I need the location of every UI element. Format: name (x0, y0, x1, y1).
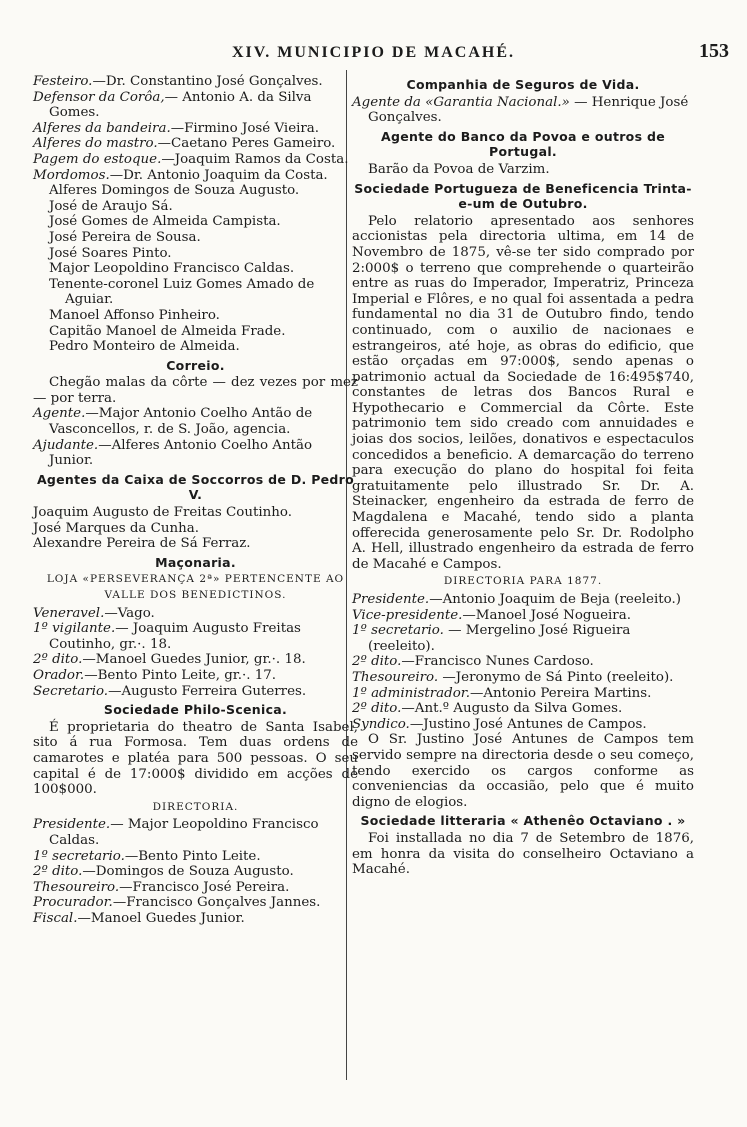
list-item: Joaquim Augusto de Freitas Coutinho. (33, 505, 292, 521)
entry-ajudante: Ajudante.—Alferes Antonio Coelho Antão Junior. (33, 437, 313, 469)
page-title: XIV. MUNICIPIO DE MACAHÉ. (231, 44, 516, 61)
list-item: Tenente-coronel Luiz Gomes Amado de Aguiar. (49, 276, 315, 308)
entry-defensor: Defensor da Corôa,— Antonio A. da Silva Gomes. (33, 89, 312, 121)
entry-vigilante: 1º vigilante.— Joaquim Augusto Freitas Coutinho, gr.·. 18. (33, 621, 301, 652)
entry-dir-presidente: Presidente.— Major Leopoldino Francisco Caldas. (33, 817, 319, 848)
section-heading-seguros: Companhia de Seguros de Vida. (406, 77, 640, 92)
entry-dito: 2º dito.—Manoel Guedes Junior, gr.·. 18. (33, 652, 306, 668)
entry-vice-presidente: Vice-presidente.—Manoel José Nogueira. (352, 607, 631, 623)
list-item: Pedro Monteiro de Almeida. (49, 339, 240, 355)
section-heading-beneficencia: Sociedade Portugueza de Beneficencia Trinta-e-um de Outubro. (354, 180, 692, 212)
justino-text: O Sr. Justino José Antunes de Campos tem servido sempre na directoria desde o seu começo, tendo exercido os cargos conforme as conveniencias da occasião, pelo que é muito digno de elogios. (352, 732, 694, 810)
banco-text: Barão da Povoa de Varzim. (368, 161, 550, 177)
entry-veneravel: Veneravel.—Vago. (33, 605, 155, 621)
directoria-1877-heading: DIRECTORIA PARA 1877. (443, 575, 603, 588)
entry-orador: Orador.—Bento Pinto Leite, gr.·. 17. (33, 667, 277, 683)
list-item: José Pereira de Sousa. (49, 229, 201, 245)
section-heading-philo: Sociedade Philo-Scenica. (103, 702, 288, 718)
loja-text: LOJA «PERSEVERANÇA 2ª» PERTENCENTE AO VALLE DOS BENEDICTINOS. (46, 573, 345, 601)
entry-administrador-1: 1º administrador.—Antonio Pereira Martins. (352, 685, 652, 701)
entry-alferes-bandeira: Alferes da bandeira.—Firmino José Vieira. (33, 120, 320, 136)
entry-administrador-2: 2º dito.—Ant.º Augusto da Silva Gomes. (352, 701, 623, 717)
entry-festeiro: Festeiro.—Dr. Constantino José Gonçalves. (33, 74, 323, 89)
entry-seguros-agente: Agente da «Garantia Nacional.» — Henrique José Gonçalves. (352, 94, 689, 126)
entry-secretario-1: 1º secretario. — Mergelino José Rigueira (reeleito). (352, 623, 631, 654)
section-heading-correio: Correio. (166, 357, 225, 373)
entry-pagem: Pagem do estoque.—Joaquim Ramos da Costa. (33, 151, 349, 167)
entry-thesoureiro: Thesoureiro. —Jeronymo de Sá Pinto (reeleito). (352, 669, 674, 685)
section-heading-caixa: Agentes da Caixa de Soccorros de D. Pedro V. (36, 471, 355, 503)
right-column (352, 74, 694, 878)
list-item: Manoel Affonso Pinheiro. (49, 307, 220, 323)
list-item: Alexandre Pereira de Sá Ferraz. (33, 536, 251, 552)
entry-agente: Agente.—Major Antonio Coelho Antão de Vasconcellos, r. de S. João, agencia. (33, 406, 313, 438)
philo-text: É proprietaria do theatro de Santa Isabel, sito á rua Formosa. Tem duas ordens de camarotes e platéa para 500 pessoas. O seu capital é de 17:000$ dividido em acções de 100$000. (33, 719, 358, 798)
entry-dir-procurador: Procurador.—Francisco Gonçalves Jannes. (33, 895, 321, 911)
list-item: Major Leopoldino Francisco Caldas. (49, 261, 295, 277)
section-heading-maconaria: Maçonaria. (155, 554, 236, 570)
left-column (33, 74, 358, 926)
list-item: José Marques da Cunha. (33, 520, 199, 536)
list-item: José de Araujo Sá. (49, 198, 173, 214)
caixa-list (33, 505, 358, 552)
entry-presidente: Presidente.—Antonio Joaquim de Beja (reeleito.) (352, 592, 681, 607)
list-item: Capitão Manoel de Almeida Frade. (49, 323, 286, 339)
list-item: Alferes Domingos de Souza Augusto. (49, 183, 300, 199)
section-heading-athenaeo: Sociedade litteraria « Athenêo Octaviano . » (360, 813, 686, 829)
mordomos-list (33, 183, 358, 355)
section-heading-banco: Agente do Banco da Povoa e outros de Portugal. (381, 128, 665, 160)
entry-secretario: Secretario.—Augusto Ferreira Guterres. (33, 683, 307, 699)
beneficencia-text: Pelo relatorio apresentado aos senhores accionistas pela directoria ultima, em 14 de Novembro de 1875, vê-se ter sido comprado por 2:000$ o terreno que comprehende o quarteirão entre as ruas do Imperador, Imperatriz, Princeza Imperial e Flôres, e no qual foi assentada a pedra fundamental no dia 31 de Outubro findo, tendo continuado, com o auxilio de nacionaes e estrangeiros, até hoje, as obras do edificio, que estão orçadas em 97:000$, sendo apenas o patrimonio actual da Sociedade de 16:495$740, constantes de letras dos Bancos Rural e Hypothecario e Commercial da Côrte. Este patrimonio tem sido creado com annuidades e joias dos socios, leilões, donativos e espectaculos concedidos a beneficio. A demarcação do terreno para execução do plano do hospital foi feita gratuitamente pelo illustrado Sr. Dr. A. Steinacker, engenheiro da estrada de ferro de Magdalena e Macahé, tendo sido a planta offerecida generosamente pelo Sr. Dr. Rodolpho A. Hell, illustrado engenheiro da estrada de ferro de Macahé e Campos. (352, 213, 694, 572)
entry-secretario-2: 2º dito.—Francisco Nunes Cardoso. (352, 654, 594, 670)
entry-dir-dito: 2º dito.—Domingos de Souza Augusto. (33, 864, 294, 880)
list-item: José Soares Pinto. (49, 245, 172, 261)
list-item: José Gomes de Almeida Campista. (49, 214, 281, 230)
page-number: 153 (699, 40, 729, 62)
entry-dir-thesoureiro: Thesoureiro.—Francisco José Pereira. (33, 879, 290, 895)
correio-text: Chegão malas da côrte — dez vezes por mez — por terra. (33, 375, 358, 406)
athenaeo-text: Foi installada no dia 7 de Setembro de 1876, em honra da visita do conselheiro Octaviano a Macahé. (352, 830, 694, 878)
directoria-heading: DIRECTORIA. (152, 800, 239, 813)
entry-mordomos: Mordomos.—Dr. Antonio Joaquim da Costa. (33, 167, 328, 183)
entry-dir-secretario: 1º secretario.—Bento Pinto Leite. (33, 848, 261, 864)
entry-dir-fiscal: Fiscal.—Manoel Guedes Junior. (33, 910, 245, 926)
page-header (0, 40, 747, 68)
entry-alferes-mastro: Alferes do mastro.—Caetano Peres Gameiro. (33, 136, 336, 152)
entry-syndico: Syndico.—Justino José Antunes de Campos. (352, 716, 647, 732)
